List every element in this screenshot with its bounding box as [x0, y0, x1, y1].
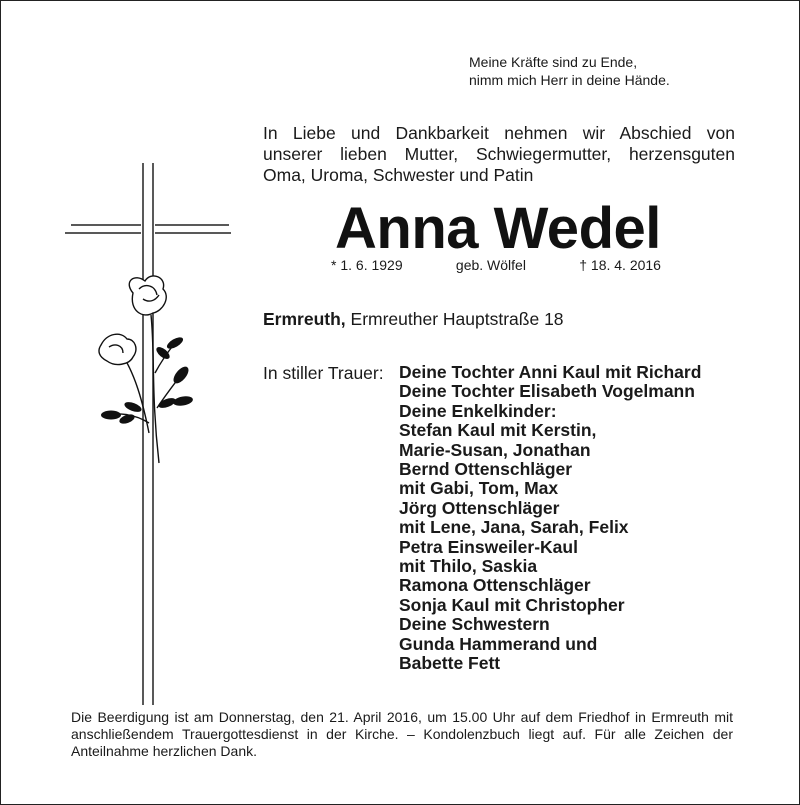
- mourner-line: mit Lene, Jana, Sarah, Felix: [399, 517, 629, 538]
- motto-line: Meine Kräfte sind zu Ende,: [469, 54, 638, 70]
- address: [263, 309, 564, 330]
- mourner-line: Petra Einsweiler-Kaul: [399, 536, 578, 557]
- mourner-line: Deine Enkelkinder:: [399, 400, 557, 421]
- intro-text: [263, 123, 735, 186]
- deceased-name: Anna Wedel: [335, 196, 661, 261]
- mourner-line: Stefan Kaul mit Kerstin,: [399, 420, 597, 441]
- mourner-line: Ramona Ottenschläger: [399, 575, 591, 596]
- mourner-line: mit Gabi, Tom, Max: [399, 478, 559, 499]
- motto-line: nimm mich Herr in deine Hände.: [469, 72, 670, 88]
- cross-with-rose-icon: [63, 163, 235, 705]
- mourning-label: In stiller Trauer:: [263, 363, 384, 383]
- mourners-list: [399, 363, 701, 674]
- intro-line: In Liebe und Dankbarkeit nehmen wir Abschied von: [263, 123, 735, 143]
- mourner-line: Bernd Ottenschläger: [399, 459, 573, 480]
- mourner-line: Sonja Kaul mit Christopher: [399, 594, 625, 615]
- mourner-line: mit Thilo, Saskia: [399, 556, 538, 577]
- motto-verse: [469, 53, 729, 89]
- mourner-line: Gunda Hammerand und: [399, 633, 598, 654]
- intro-line: Oma, Uroma, Schwester und Patin: [263, 165, 534, 185]
- address-place: Ermreuth,: [263, 309, 346, 329]
- mourner-line: Deine Tochter Elisabeth Vogelmann: [399, 381, 695, 402]
- intro-line: unserer lieben Mutter, Schwiegermutter, herzensguten: [263, 144, 735, 164]
- mourner-line: Jörg Ottenschläger: [399, 497, 560, 518]
- mourner-line: Babette Fett: [399, 653, 501, 674]
- mourner-line: Deine Schwestern: [399, 614, 550, 635]
- life-dates: [331, 257, 661, 273]
- birth-date: * 1. 6. 1929: [331, 257, 403, 273]
- mourner-line: Marie-Susan, Jonathan: [399, 439, 591, 460]
- address-street: Ermreuther Hauptstraße 18: [350, 309, 564, 329]
- funeral-information: Die Beerdigung ist am Donnerstag, den 21. April 2016, um 15.00 Uhr auf dem Friedhof in Ermreuth mit anschließendem Trauergottesdienst in der Kirche. – Kondolenzbuch liegt auf. Für alle Zeichen der Anteilnahme herzlichen Dank.: [71, 709, 733, 759]
- death-date: † 18. 4. 2016: [579, 257, 661, 273]
- mourner-line: Deine Tochter Anni Kaul mit Richard: [399, 362, 702, 382]
- maiden-name: geb. Wölfel: [455, 257, 526, 273]
